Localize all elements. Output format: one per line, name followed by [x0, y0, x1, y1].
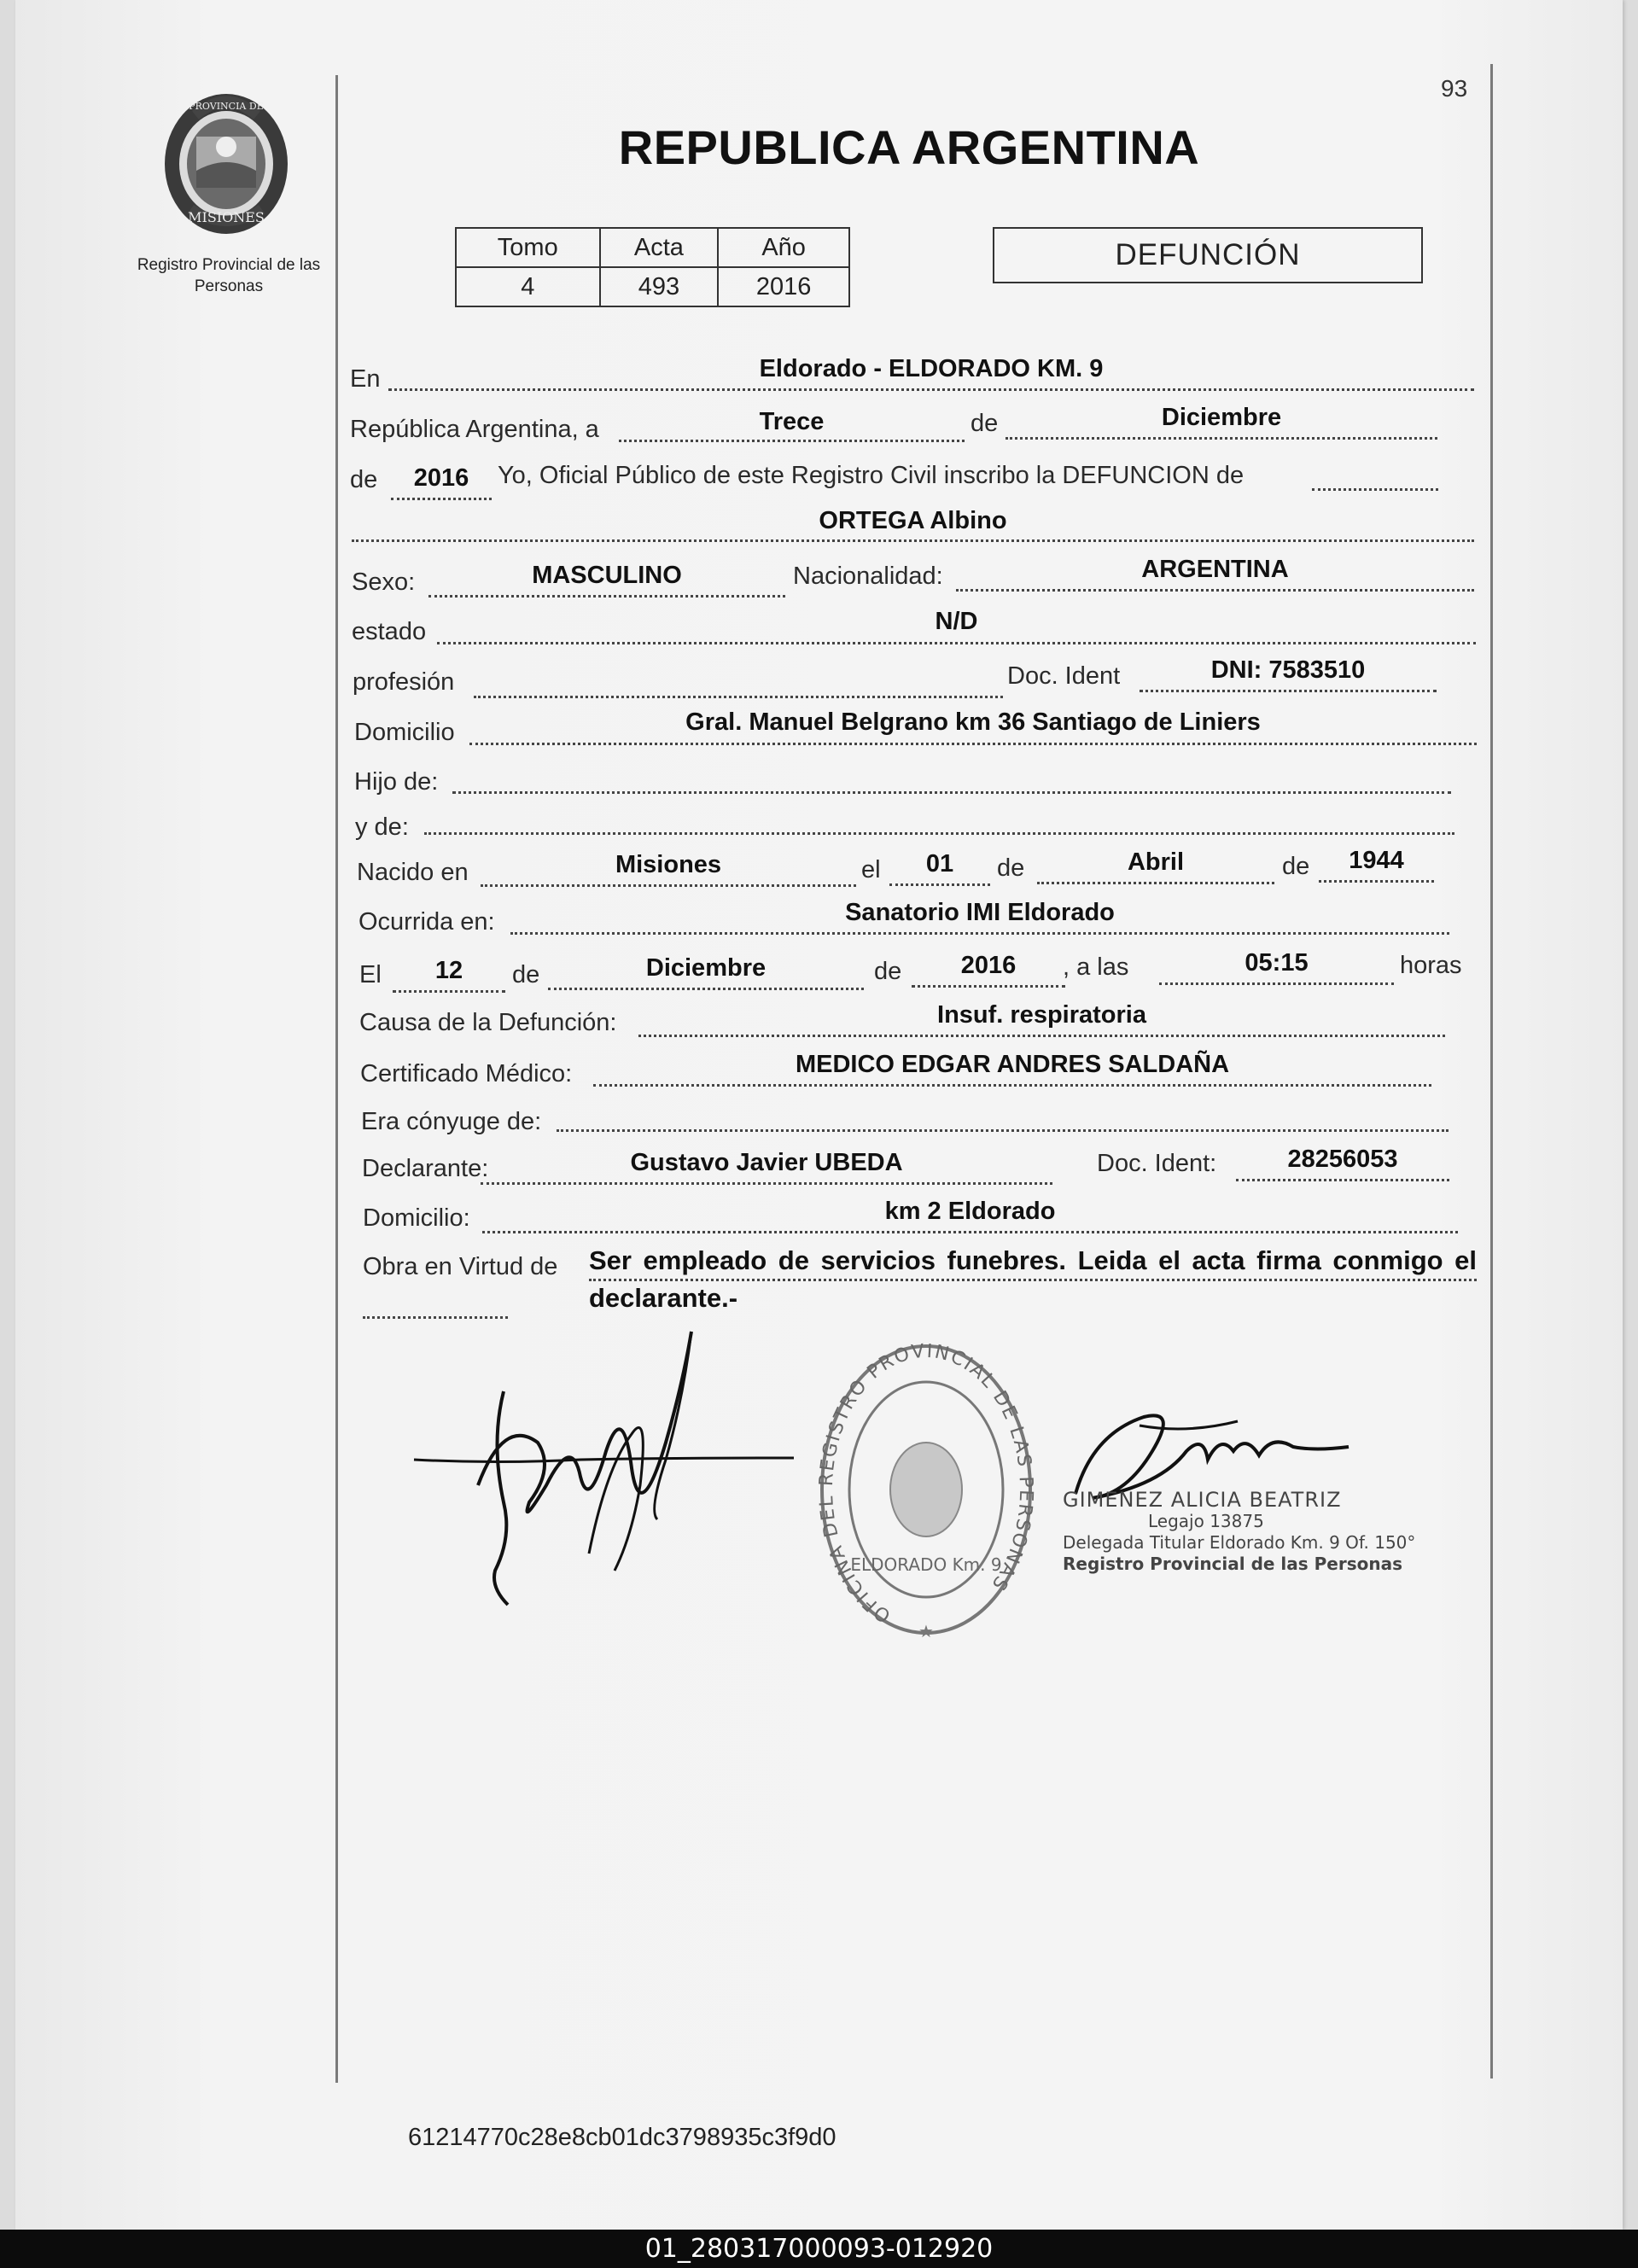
label-estado: estado [352, 618, 427, 645]
value-declarante-domicilio: km 2 Eldorado [884, 1198, 1056, 1225]
dots-declarante-domicilio [482, 1231, 1458, 1233]
value-nombre: ORTEGA Albino [819, 507, 1007, 534]
officer-name: GIMENEZ ALICIA BEATRIZ [1063, 1488, 1342, 1512]
value-def-hora: 05:15 [1245, 949, 1309, 977]
officer-stamp [1063, 1490, 1415, 1575]
dots-certificado [593, 1084, 1431, 1087]
label-de-4: de [1282, 853, 1310, 880]
label-y-de: y de: [355, 813, 409, 841]
acta-header: Acta [600, 228, 719, 267]
declarant-signature [410, 1315, 802, 1626]
value-nac-anio: 1944 [1349, 847, 1404, 874]
value-domicilio: Gral. Manuel Belgrano km 36 Santiago de Liniers [685, 708, 1261, 736]
label-en: En [350, 365, 381, 393]
acta-value: 493 [600, 267, 719, 306]
right-margin-line [1490, 64, 1493, 2079]
dots-y-de [424, 832, 1454, 835]
label-republica: República Argentina, a [350, 416, 599, 443]
value-nacionalidad: ARGENTINA [1141, 556, 1289, 583]
label-profesion: profesión [353, 668, 455, 696]
official-registry-seal [811, 1332, 1041, 1652]
dots-conyuge [557, 1129, 1449, 1132]
dots-dni [1140, 690, 1437, 692]
value-estado: N/D [935, 608, 978, 635]
label-de-5: de [512, 961, 540, 988]
record-reference-table [455, 227, 850, 307]
seal-star: ★ [918, 1623, 934, 1641]
value-def-mes: Diciembre [645, 954, 767, 982]
dots-anio [391, 498, 492, 500]
left-margin-line [335, 75, 338, 2083]
label-obra: Obra en Virtud de [363, 1253, 558, 1280]
label-ocurrida-en: Ocurrida en: [358, 908, 495, 936]
dots-mes [1006, 437, 1437, 440]
label-causa: Causa de la Defunción: [359, 1009, 617, 1036]
dots-def-dia [393, 990, 505, 993]
value-declarante: Gustavo Javier UBEDA [630, 1149, 903, 1176]
tomo-header: Tomo [456, 228, 600, 267]
value-def-dia: 12 [434, 957, 463, 984]
label-domicilio-2: Domicilio: [363, 1204, 470, 1232]
value-ocurrida-en: Sanatorio IMI Eldorado [845, 899, 1115, 926]
officer-legajo: Legajo 13875 [1148, 1511, 1264, 1531]
value-anio: 2016 [413, 464, 469, 492]
label-de-2: de [350, 466, 378, 493]
dots-declarante-doc [1236, 1179, 1449, 1181]
dots-profesion [474, 696, 1003, 698]
value-dni: DNI: 7583510 [1210, 656, 1366, 684]
label-yo-oficial: Yo, Oficial Público de este Registro Civil inscribo la DEFUNCION de [498, 462, 1245, 489]
value-nacido-en: Misiones [615, 851, 722, 878]
label-conyuge: Era cónyuge de: [361, 1108, 542, 1135]
value-nac-mes: Abril [1127, 848, 1185, 876]
record-type-box: DEFUNCIÓN [993, 227, 1423, 283]
dots-nac-anio [1319, 880, 1434, 883]
value-declarante-doc: 28256053 [1287, 1146, 1398, 1173]
svg-text:PROVINCIA DE: PROVINCIA DE [189, 101, 264, 112]
document-hash: 61214770c28e8cb01dc3798935c3f9d0 [408, 2124, 836, 2151]
value-mes: Diciembre [1161, 404, 1282, 431]
dots-obra-1 [589, 1279, 1477, 1281]
image-id-label: 01_280317000093-012920 [644, 2234, 994, 2264]
label-doc-ident-2: Doc. Ident: [1097, 1150, 1217, 1177]
value-lugar: Eldorado - ELDORADO KM. 9 [759, 355, 1104, 382]
dots-declarante [481, 1182, 1052, 1185]
dots-dia-letras [619, 440, 965, 442]
label-de-6: de [874, 958, 902, 985]
dots-def-mes [548, 988, 864, 990]
dots-nombre [352, 539, 1474, 542]
value-sexo: MASCULINO [532, 562, 682, 589]
label-el-cap: El [359, 961, 382, 988]
label-de-1: de [971, 410, 999, 437]
officer-org: Registro Provincial de las Personas [1063, 1554, 1403, 1574]
value-nac-dia: 01 [925, 850, 954, 877]
svg-text:MISIONES: MISIONES [188, 209, 265, 225]
dots-hijo-de [452, 791, 1451, 794]
label-a-las: , a las [1063, 953, 1129, 981]
province-coat-of-arms-logo [158, 85, 294, 239]
label-domicilio: Domicilio [354, 719, 455, 746]
dots-nac-mes [1037, 882, 1274, 884]
svg-text:ELDORADO Km. 9: ELDORADO Km. 9 [850, 1554, 1002, 1575]
dots-lugar [388, 388, 1474, 391]
label-horas: horas [1400, 952, 1462, 979]
dots-causa [638, 1035, 1445, 1037]
dots-domicilio [469, 743, 1477, 745]
tomo-value: 4 [456, 267, 600, 306]
dots-after-yo [1312, 488, 1438, 491]
label-nacido-en: Nacido en [357, 859, 469, 886]
dots-sexo [428, 595, 785, 598]
anio-header: Año [718, 228, 849, 267]
value-causa: Insuf. respiratoria [937, 1001, 1146, 1029]
label-hijo-de: Hijo de: [354, 768, 439, 796]
dots-estado [437, 642, 1476, 644]
svg-text:OFICINA DEL REGISTRO PROVINCIA: OFICINA DEL REGISTRO PROVINCIAL DE LAS PERSONAS [815, 1340, 1037, 1627]
page-number: 93 [1441, 75, 1468, 102]
dots-ocurrida-en [510, 932, 1449, 935]
label-doc-ident: Doc. Ident [1007, 662, 1121, 690]
dots-def-anio [912, 985, 1065, 988]
value-certificado: MEDICO EDGAR ANDRES SALDAÑA [795, 1051, 1230, 1078]
registry-name: Registro Provincial de las Personas [137, 256, 321, 295]
label-el: el [861, 856, 881, 883]
label-de-3: de [997, 854, 1025, 882]
anio-value: 2016 [718, 267, 849, 306]
dots-def-hora [1159, 982, 1394, 985]
dots-nacido-en [481, 884, 856, 887]
label-sexo: Sexo: [352, 568, 416, 596]
value-def-anio: 2016 [960, 952, 1017, 979]
image-id-bar [0, 2230, 1638, 2268]
label-certificado: Certificado Médico: [360, 1060, 573, 1087]
document-title: REPUBLICA ARGENTINA [618, 120, 1200, 174]
dots-nac-dia [889, 883, 990, 886]
value-obra: Ser empleado de servicios funebres. Leida el acta firma conmigo el declarante.- [589, 1245, 1477, 1313]
document-page [15, 0, 1623, 2230]
value-dia-letras: Trece [759, 408, 825, 435]
label-declarante: Declarante: [362, 1155, 489, 1182]
label-nacionalidad: Nacionalidad: [793, 563, 943, 590]
dots-nacionalidad [956, 589, 1474, 592]
officer-role: Delegada Titular Eldorado Km. 9 Of. 150° [1063, 1532, 1416, 1553]
